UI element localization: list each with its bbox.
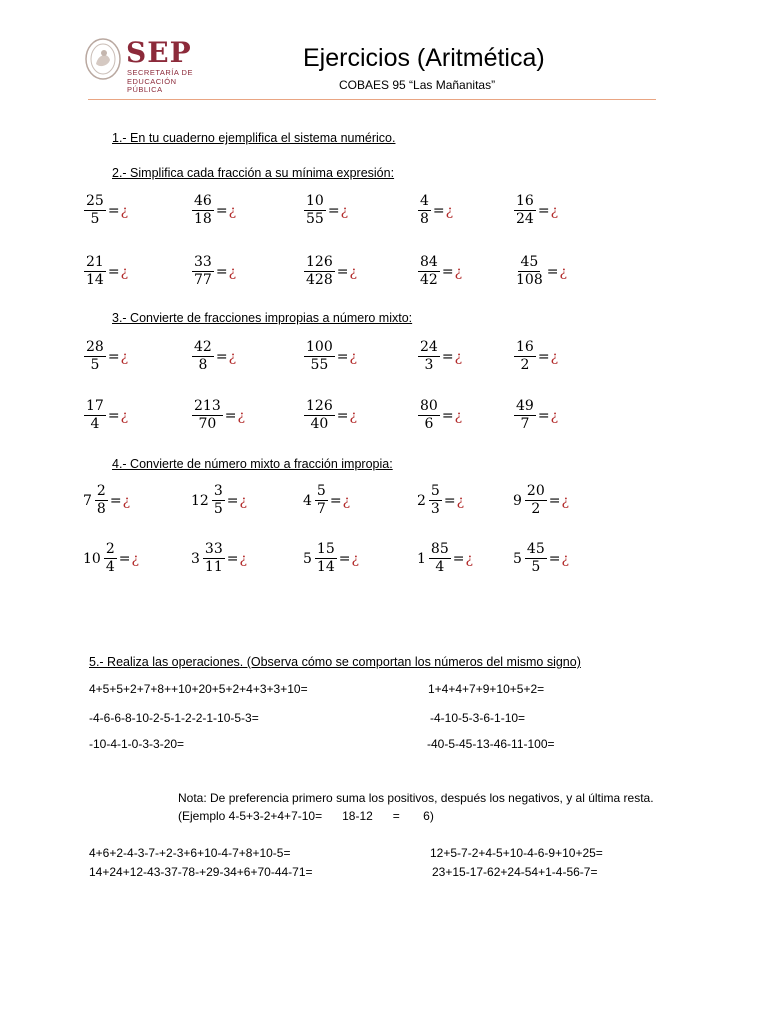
numerator: 4 — [420, 193, 429, 209]
answer-placeholder: ¿ — [131, 550, 139, 567]
equals-sign: = — [107, 407, 120, 424]
equals-sign: = — [443, 492, 456, 509]
equals-sign: = — [336, 348, 349, 365]
header-divider — [88, 99, 656, 100]
numerator: 45 — [526, 541, 545, 557]
fraction — [429, 483, 442, 518]
equals-sign: = — [548, 550, 561, 567]
denominator: 2 — [520, 357, 530, 373]
fraction — [304, 339, 335, 374]
operation-8: 12+5-7-2+4-5+10-4-6-9+10+25= — [430, 846, 603, 860]
numerator: 3 — [213, 483, 223, 499]
numerator: 16 — [516, 193, 534, 209]
fraction — [84, 339, 106, 374]
equals-sign: = — [441, 348, 454, 365]
answer-placeholder: ¿ — [340, 202, 349, 219]
simplify-item — [191, 193, 236, 228]
operation-10: 23+15-17-62+24-54+1-4-56-7= — [432, 865, 598, 879]
answer-placeholder: ¿ — [550, 407, 559, 424]
section-3-heading: 3.- Convierte de fracciones impropias a número mixto: — [112, 311, 413, 325]
denominator: 108 — [516, 272, 543, 288]
denominator: 2 — [531, 501, 541, 517]
answer-placeholder: ¿ — [120, 263, 129, 280]
numerator: 84 — [420, 254, 438, 270]
mixed-item — [303, 541, 359, 576]
equals-sign: = — [537, 202, 550, 219]
numerator: 25 — [86, 193, 104, 209]
answer-placeholder: ¿ — [465, 550, 473, 567]
fraction — [514, 193, 536, 228]
fraction — [192, 398, 223, 433]
numerator: 16 — [516, 339, 534, 355]
improper-item — [303, 339, 357, 374]
numerator: 28 — [86, 339, 104, 355]
denominator: 5 — [90, 357, 100, 373]
denominator: 428 — [306, 272, 333, 288]
fraction — [514, 398, 536, 433]
improper-item — [417, 398, 462, 433]
simplify-item — [513, 254, 567, 289]
fraction — [84, 254, 106, 289]
numerator: 126 — [306, 398, 333, 414]
numerator: 42 — [194, 339, 212, 355]
numerator: 46 — [194, 193, 212, 209]
denominator: 7 — [520, 416, 530, 432]
numerator: 85 — [430, 541, 449, 557]
fraction — [525, 483, 547, 518]
numerator: 15 — [316, 541, 335, 557]
operation-2: 1+4+4+7+9+10+5+2= — [428, 682, 545, 696]
whole-number: 10 — [83, 550, 101, 567]
equals-sign: = — [215, 202, 228, 219]
operation-3: -4-6-6-8-10-2-5-1-2-2-1-10-5-3= — [89, 711, 259, 725]
equals-sign: = — [452, 550, 465, 567]
equals-sign: = — [226, 492, 239, 509]
numerator: 2 — [105, 541, 115, 557]
answer-placeholder: ¿ — [120, 407, 129, 424]
operation-5: -10-4-1-0-3-3-20= — [89, 737, 185, 751]
equals-sign: = — [226, 550, 239, 567]
simplify-item — [83, 254, 128, 289]
fraction — [104, 541, 117, 576]
fraction — [203, 541, 225, 576]
denominator: 55 — [306, 211, 324, 227]
equals-sign: = — [327, 202, 340, 219]
mixed-item — [513, 541, 569, 576]
denominator: 14 — [316, 559, 335, 575]
fraction — [84, 398, 106, 433]
section-1-heading: 1.- En tu cuaderno ejemplifica el sistema numérico. — [112, 131, 396, 145]
numerator: 33 — [194, 254, 212, 270]
equals-sign: = — [215, 263, 228, 280]
answer-placeholder: ¿ — [120, 202, 129, 219]
section-5-heading: 5.- Realiza las operaciones. (Observa cómo se comportan los números del mismo signo) — [89, 655, 581, 669]
answer-placeholder: ¿ — [349, 348, 357, 365]
numerator: 80 — [420, 398, 438, 414]
denominator: 14 — [86, 272, 104, 288]
answer-placeholder: ¿ — [454, 407, 463, 424]
fraction — [304, 398, 335, 433]
denominator: 3 — [430, 501, 440, 517]
answer-placeholder: ¿ — [550, 202, 559, 219]
answer-placeholder: ¿ — [349, 263, 357, 280]
fraction — [84, 193, 106, 228]
numerator: 20 — [526, 483, 545, 499]
denominator: 6 — [424, 416, 434, 432]
operation-4: -4-10-5-3-6-1-10= — [430, 711, 526, 725]
improper-item — [191, 398, 245, 433]
fraction — [514, 339, 536, 374]
fraction — [418, 339, 440, 374]
denominator: 3 — [424, 357, 434, 373]
answer-placeholder: ¿ — [454, 348, 463, 365]
answer-placeholder: ¿ — [456, 492, 465, 509]
equals-sign: = — [441, 263, 454, 280]
sep-logo — [84, 36, 214, 94]
denominator: 18 — [194, 211, 212, 227]
simplify-item — [417, 193, 453, 228]
whole-number: 2 — [417, 492, 426, 509]
improper-item — [191, 339, 236, 374]
operation-6: -40-5-45-13-46-11-100= — [427, 737, 555, 751]
fraction — [429, 541, 451, 576]
fraction — [192, 339, 214, 374]
whole-number: 5 — [303, 550, 312, 567]
equals-sign: = — [336, 407, 349, 424]
whole-number: 5 — [513, 550, 522, 567]
equals-sign: = — [107, 263, 120, 280]
equals-sign: = — [109, 492, 122, 509]
whole-number: 1 — [417, 550, 426, 567]
numerator: 2 — [96, 483, 106, 499]
answer-placeholder: ¿ — [445, 202, 454, 219]
answer-placeholder: ¿ — [561, 550, 569, 567]
mexico-seal-icon — [84, 36, 122, 82]
denominator: 42 — [420, 272, 438, 288]
simplify-item — [303, 254, 357, 289]
improper-item — [83, 398, 128, 433]
denominator: 11 — [204, 559, 223, 575]
answer-placeholder: ¿ — [349, 407, 357, 424]
numerator: 126 — [306, 254, 333, 270]
fraction — [418, 254, 440, 289]
numerator: 100 — [306, 339, 333, 355]
denominator: 7 — [316, 501, 326, 517]
whole-number: 9 — [513, 492, 522, 509]
simplify-item — [417, 254, 462, 289]
whole-number: 12 — [191, 492, 209, 509]
simplify-item — [83, 193, 128, 228]
denominator: 4 — [435, 559, 445, 575]
denominator: 4 — [105, 559, 115, 575]
numerator: 45 — [520, 254, 539, 270]
fraction — [418, 193, 431, 228]
fraction — [418, 398, 440, 433]
numerator: 213 — [194, 398, 221, 414]
improper-item — [513, 339, 558, 374]
denominator: 55 — [310, 357, 329, 373]
answer-placeholder: ¿ — [454, 263, 463, 280]
operation-7: 4+6+2-4-3-7-+2-3+6+10-4-7+8+10-5= — [89, 846, 291, 860]
mixed-item — [191, 541, 247, 576]
simplify-item — [191, 254, 236, 289]
fraction — [192, 193, 214, 228]
mixed-item — [303, 483, 350, 518]
operation-1: 4+5+5+2+7+8++10+20+5+2+4+3+3+10= — [89, 682, 308, 696]
equals-sign: = — [336, 263, 349, 280]
denominator: 40 — [310, 416, 329, 432]
improper-item — [83, 339, 128, 374]
whole-number: 7 — [83, 492, 92, 509]
section-2-heading: 2.- Simplifica cada fracción a su mínima expresión: — [112, 166, 395, 180]
denominator: 70 — [198, 416, 217, 432]
answer-placeholder: ¿ — [228, 348, 237, 365]
mixed-item — [417, 541, 473, 576]
mixed-item — [83, 541, 139, 576]
simplify-item — [303, 193, 348, 228]
logo-text: SEP — [126, 36, 192, 69]
denominator: 4 — [90, 416, 100, 432]
answer-placeholder: ¿ — [342, 492, 351, 509]
simplify-item — [513, 193, 558, 228]
answer-placeholder: ¿ — [228, 263, 237, 280]
logo-subtext: SECRETARÍA DE EDUCACIÓN PÚBLICA — [127, 68, 193, 94]
fraction — [525, 541, 547, 576]
numerator: 5 — [316, 483, 326, 499]
equals-sign: = — [546, 263, 559, 280]
equals-sign: = — [224, 407, 237, 424]
equals-sign: = — [441, 407, 454, 424]
denominator: 77 — [194, 272, 212, 288]
answer-placeholder: ¿ — [559, 263, 567, 280]
numerator: 24 — [420, 339, 438, 355]
equals-sign: = — [338, 550, 351, 567]
numerator: 49 — [516, 398, 534, 414]
whole-number: 4 — [303, 492, 312, 509]
operation-9: 14+24+12-43-37-78-+29-34+6+70-44-71= — [89, 865, 313, 879]
answer-placeholder: ¿ — [122, 492, 131, 509]
fraction — [212, 483, 225, 518]
numerator: 17 — [86, 398, 104, 414]
section-4-heading: 4.- Convierte de número mixto a fracción impropia: — [112, 457, 393, 471]
note-line-1: Nota: De preferencia primero suma los positivos, después los negativos, y al última resta. — [178, 791, 654, 805]
equals-sign: = — [107, 348, 120, 365]
numerator: 5 — [430, 483, 440, 499]
fraction — [304, 193, 326, 228]
answer-placeholder: ¿ — [239, 492, 247, 509]
mixed-item — [417, 483, 464, 518]
denominator: 8 — [420, 211, 429, 227]
mixed-item — [83, 483, 130, 518]
denominator: 8 — [96, 501, 106, 517]
page-subtitle: COBAES 95 “Las Mañanitas” — [339, 78, 496, 92]
whole-number: 3 — [191, 550, 200, 567]
fraction — [95, 483, 108, 518]
improper-item — [417, 339, 462, 374]
note-line-2: (Ejemplo 4-5+3-2+4+7-10= 18-12 = 6) — [178, 809, 434, 823]
equals-sign: = — [548, 492, 561, 509]
numerator: 33 — [204, 541, 223, 557]
equals-sign: = — [432, 202, 445, 219]
answer-placeholder: ¿ — [550, 348, 559, 365]
fraction — [304, 254, 335, 289]
equals-sign: = — [537, 407, 550, 424]
fraction — [192, 254, 214, 289]
answer-placeholder: ¿ — [228, 202, 237, 219]
improper-item — [303, 398, 357, 433]
fraction — [315, 483, 328, 518]
answer-placeholder: ¿ — [351, 550, 359, 567]
equals-sign: = — [118, 550, 131, 567]
answer-placeholder: ¿ — [120, 348, 129, 365]
fraction — [514, 254, 545, 289]
improper-item — [513, 398, 558, 433]
denominator: 5 — [213, 501, 223, 517]
mixed-item — [191, 483, 247, 518]
numerator: 21 — [86, 254, 104, 270]
mixed-item — [513, 483, 569, 518]
equals-sign: = — [537, 348, 550, 365]
page-title: Ejercicios (Aritmética) — [303, 44, 545, 72]
answer-placeholder: ¿ — [561, 492, 569, 509]
answer-placeholder: ¿ — [237, 407, 245, 424]
answer-placeholder: ¿ — [239, 550, 247, 567]
denominator: 24 — [516, 211, 534, 227]
denominator: 5 — [531, 559, 541, 575]
equals-sign: = — [107, 202, 120, 219]
equals-sign: = — [329, 492, 342, 509]
numerator: 10 — [306, 193, 324, 209]
denominator: 8 — [198, 357, 208, 373]
fraction — [315, 541, 337, 576]
equals-sign: = — [215, 348, 228, 365]
denominator: 5 — [90, 211, 100, 227]
